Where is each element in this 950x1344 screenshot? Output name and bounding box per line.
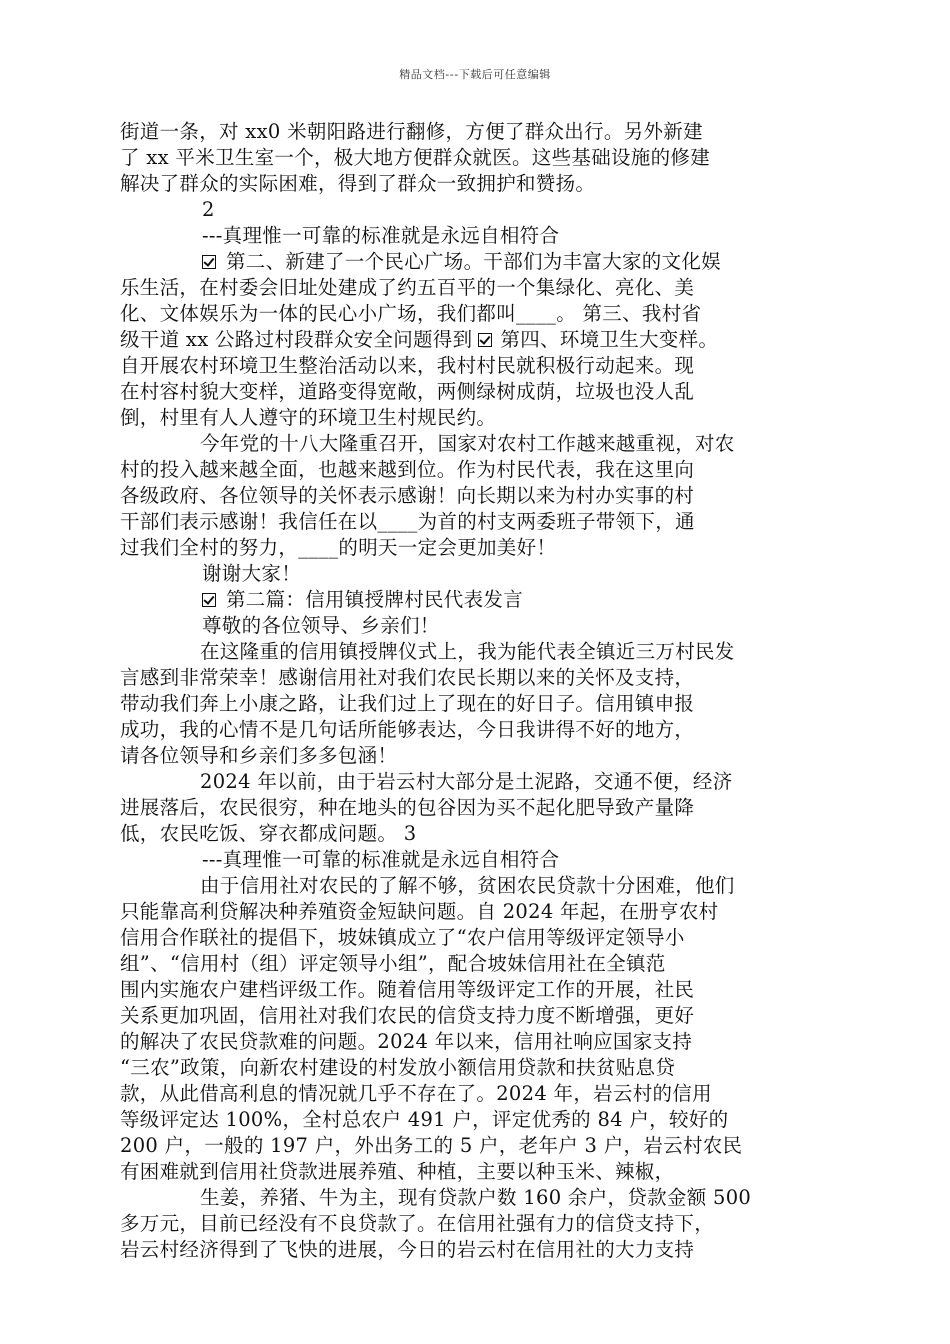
running-motto: ---真理惟一可靠的标准就是永远自相符合 — [202, 848, 560, 871]
document-body — [120, 119, 832, 1263]
text-line: 在这隆重的信用镇授牌仪式上，我为能代表全镇近三万村民发 — [200, 640, 735, 663]
text-line: 多万元，目前已经没有不良贷款了。在信用社强有力的信贷支持下， — [120, 1212, 715, 1235]
page-header-watermark: 精品文档---下载后可任意编辑 — [399, 68, 551, 81]
text-line: 村的投入越来越全面，也越来越到位。作为村民代表，我在这里向 — [120, 458, 695, 481]
text-line: 谢谢大家！ — [202, 562, 302, 585]
text-line: 倒，村里有人人遵守的环境卫生村规民约。 — [120, 406, 497, 429]
text-line: 生姜，养猪、牛为主，现有贷款户数 160 余户，贷款金额 500 — [200, 1186, 752, 1209]
text-line: 的解决了农民贷款难的问题。2024 年以来，信用社响应国家支持 — [120, 1030, 693, 1053]
text-line: 围内实施农户建档评级工作。随着信用等级评定工作的开展，社民 — [120, 978, 695, 1001]
text-line: 由于信用社对农民的了解不够，贫困农民贷款十分困难，他们 — [200, 874, 735, 897]
text-line: 乐生活，在村委会旧址处建成了约五百平的一个集绿化、亮化、美 — [120, 276, 695, 299]
text-line: 在村容村貌大变样，道路变得宽敞，两侧绿树成荫，垃圾也没人乱 — [120, 380, 695, 403]
text-line: 今年党的十八大隆重召开，国家对农村工作越来越重视，对农 — [200, 432, 735, 455]
text-line: 岩云村经济得到了飞快的进展，今日的岩云村在信用社的大力支持 — [120, 1238, 695, 1261]
text-line: 低，农民吃饭、穿衣都成问题。 3 — [120, 822, 417, 845]
text-line: 带动我们奔上小康之路，让我们过上了现在的好日子。信用镇申报 — [120, 692, 695, 715]
text-line: 只能靠高利贷解决种养殖资金短缺问题。自 2024 年起，在册亨农村 — [120, 900, 719, 923]
checkbox-icon — [202, 255, 216, 269]
text-span: 第四、环境卫生大变样。 — [500, 328, 719, 351]
text-line: “三农”政策，向新农村建设的村发放小额信用贷款和扶贫贴息贷 — [120, 1056, 676, 1079]
text-line: 关系更加巩固，信用社对我们农民的信贷支持力度不断增强，更好 — [120, 1004, 695, 1027]
text-line: 请各位领导和乡亲们多多包涵！ — [120, 744, 398, 767]
bullet-line — [120, 249, 832, 275]
text-line: 各级政府、各位领导的关怀表示感谢！向长期以来为村办实事的村 — [120, 484, 695, 507]
text-line: 进展落后，农民很穷，种在地头的包谷因为买不起化肥导致产量降 — [120, 796, 695, 819]
text-span: 级干道 xx 公路过村段群众安全问题得到 — [120, 328, 473, 351]
text-line: 干部们表示感谢！我信任在以____为首的村支两委班子带领下，通 — [120, 510, 695, 533]
text-span: 第二篇：信用镇授牌村民代表发言 — [226, 588, 524, 611]
text-line: 言感到非常荣幸！感谢信用社对我们农民长期以来的关怀及支持， — [120, 666, 695, 689]
text-line: 2024 年以前，由于岩云村大部分是土泥路，交通不便，经济 — [200, 770, 733, 793]
text-line: 街道一条，对 xx0 米朝阳路进行翻修，方便了群众出行。另外新建 — [120, 120, 703, 143]
running-motto: ---真理惟一可靠的标准就是永远自相符合 — [202, 224, 560, 247]
text-line: 等级评定达 100%，全村总农户 491 户，评定优秀的 84 户，较好的 — [120, 1108, 729, 1131]
page-number: 2 — [202, 198, 215, 221]
text-line: 成功，我的心情不是几句话所能够表达，今日我讲得不好的地方， — [120, 718, 695, 741]
section-heading — [120, 587, 832, 613]
text-line: 200 户，一般的 197 户，外出务工的 5 户，老年户 3 户，岩云村农民 — [120, 1134, 743, 1157]
salutation: 尊敬的各位领导、乡亲们！ — [202, 614, 440, 637]
text-line: 信用合作联社的提倡下，坡妹镇成立了“农户信用等级评定领导小 — [120, 926, 685, 949]
text-line: 组”、“信用村（组）评定领导小组”，配合坡妹信用社在全镇范 — [120, 952, 666, 975]
text-line: 款，从此借高利息的情况就几乎不存在了。2024 年，岩云村的信用 — [120, 1082, 712, 1105]
text-line: 解决了群众的实际困难，得到了群众一致拥护和赞扬。 — [120, 172, 596, 195]
checkbox-icon — [202, 593, 216, 607]
text-line — [120, 327, 832, 353]
text-line: 有困难就到信用社贷款进展养殖、种植，主要以种玉米、辣椒， — [120, 1160, 675, 1183]
text-line: 自开展农村环境卫生整治活动以来，我村村民就积极行动起来。现 — [120, 354, 695, 377]
text-line: 化、文体娱乐为一体的民心小广场，我们都叫____。 第三、我村省 — [120, 302, 702, 325]
text-span: 第二、新建了一个民心广场。干部们为丰富大家的文化娱 — [226, 250, 722, 273]
text-line: 了 xx 平米卫生室一个，极大地方便群众就医。这些基础设施的修建 — [120, 146, 710, 169]
text-line: 过我们全村的努力，____的明天一定会更加美好！ — [120, 536, 557, 559]
checkbox-icon — [478, 333, 492, 347]
